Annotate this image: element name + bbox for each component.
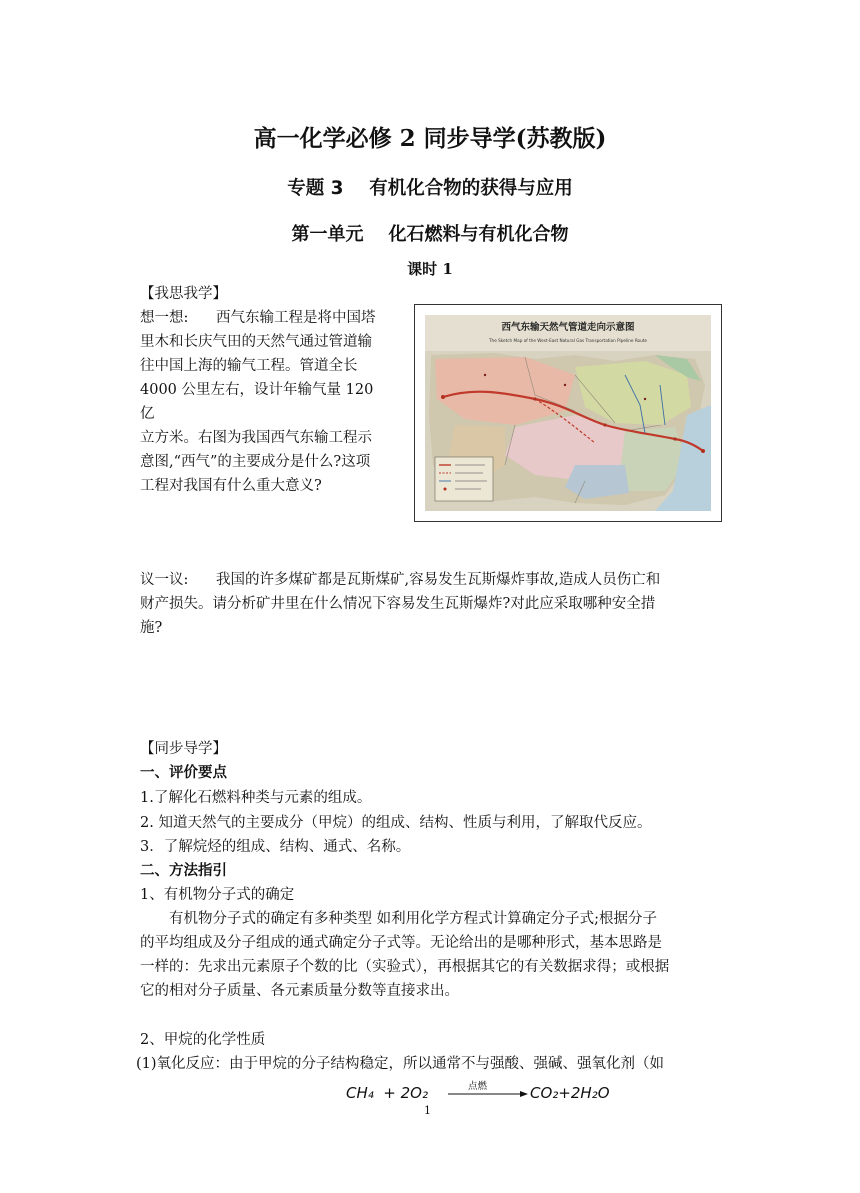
- think-line: 往中国上海的输气工程。管道全长: [140, 358, 358, 374]
- method1-paragraph: [140, 907, 722, 1003]
- map-title-cn: 西气东输天然气管道走向示意图: [501, 322, 635, 333]
- method1-line: 的平均组成及分子组成的通式确定分子式等。无论给出的是哪种形式，基本思路是: [140, 935, 662, 951]
- think-line: 工程对我国有什么重大意义?: [140, 478, 322, 494]
- equation-products: CO₂+2H₂O: [530, 1084, 610, 1102]
- lesson-title: 课时 1: [407, 260, 453, 278]
- method2-line: (1)氧化反应：由于甲烷的分子结构稳定，所以通常不与强酸、强碱、强氧化剂（如: [136, 1056, 665, 1072]
- think-paragraph: [140, 306, 380, 498]
- evaluation-point: 3．了解烷烃的组成、结构、通式、名称。: [140, 839, 411, 855]
- discuss-line: 议一议: 我国的许多煤矿都是瓦斯煤矿,容易发生瓦斯爆炸事故,造成人员伤亡和: [140, 572, 661, 588]
- evaluation-point: 1.了解化石燃料种类与元素的组成。: [140, 790, 372, 806]
- topic-title: 专题 3 有机化合物的获得与应用: [287, 178, 573, 199]
- method2-title: 2、甲烷的化学性质: [140, 1032, 266, 1048]
- method1-title: 1、有机物分子式的确定: [140, 887, 295, 903]
- discuss-paragraph: [140, 568, 722, 640]
- discuss-line: 财产损失。请分析矿井里在什么情况下容易发生瓦斯爆炸?对此应采取哪种安全措: [140, 596, 656, 612]
- think-line: 里木和长庆气田的天然气通过管道输: [140, 334, 372, 350]
- equation-reactants: CH₄ + 2O₂: [346, 1084, 429, 1102]
- combustion-equation: [340, 1078, 640, 1106]
- subheading-method: 二、方法指引: [140, 862, 227, 879]
- reaction-arrow-icon: [448, 1090, 528, 1098]
- method1-line: 它的相对分子质量、各元素质量分数等直接求出。: [140, 983, 459, 999]
- map-graphic: [425, 315, 711, 511]
- pipeline-map-image: [425, 315, 711, 511]
- section-heading-guide: 【同步导学】: [140, 741, 227, 757]
- page-number: 1: [424, 1104, 431, 1117]
- evaluation-point: 2. 知道天然气的主要成分（甲烷）的组成、结构、性质与利用，了解取代反应。: [140, 815, 652, 831]
- think-line: 想一想: 西气东输工程是将中国塔: [140, 310, 376, 326]
- document-title: 高一化学必修 2 同步导学(苏教版): [253, 125, 607, 152]
- think-line: 立方米。右图为我国西气东输工程示: [140, 430, 372, 446]
- unit-title: 第一单元 化石燃料与有机化合物: [291, 224, 569, 245]
- pipeline-map-figure: [414, 304, 722, 522]
- discuss-line: 施?: [140, 620, 163, 636]
- method1-line: 一样的：先求出元素原子个数的比（实验式），再根据其它的有关数据求得；或根据: [140, 959, 670, 975]
- equation-condition: 点燃: [468, 1081, 488, 1092]
- subheading-evaluation: 一、评价要点: [140, 764, 227, 781]
- think-line: 意图,“西气”的主要成分是什么?这项: [140, 454, 371, 470]
- think-line: 4000 公里左右，设计年输气量 120 亿: [140, 382, 374, 422]
- section-heading-think: 【我思我学】: [140, 286, 227, 302]
- method1-line: 有机物分子式的确定有多种类型 如利用化学方程式计算确定分子式;根据分子: [169, 911, 657, 927]
- map-title-en: The Sketch Map of the West-East Natural Gas Transportation Pipeline Route: [488, 338, 648, 343]
